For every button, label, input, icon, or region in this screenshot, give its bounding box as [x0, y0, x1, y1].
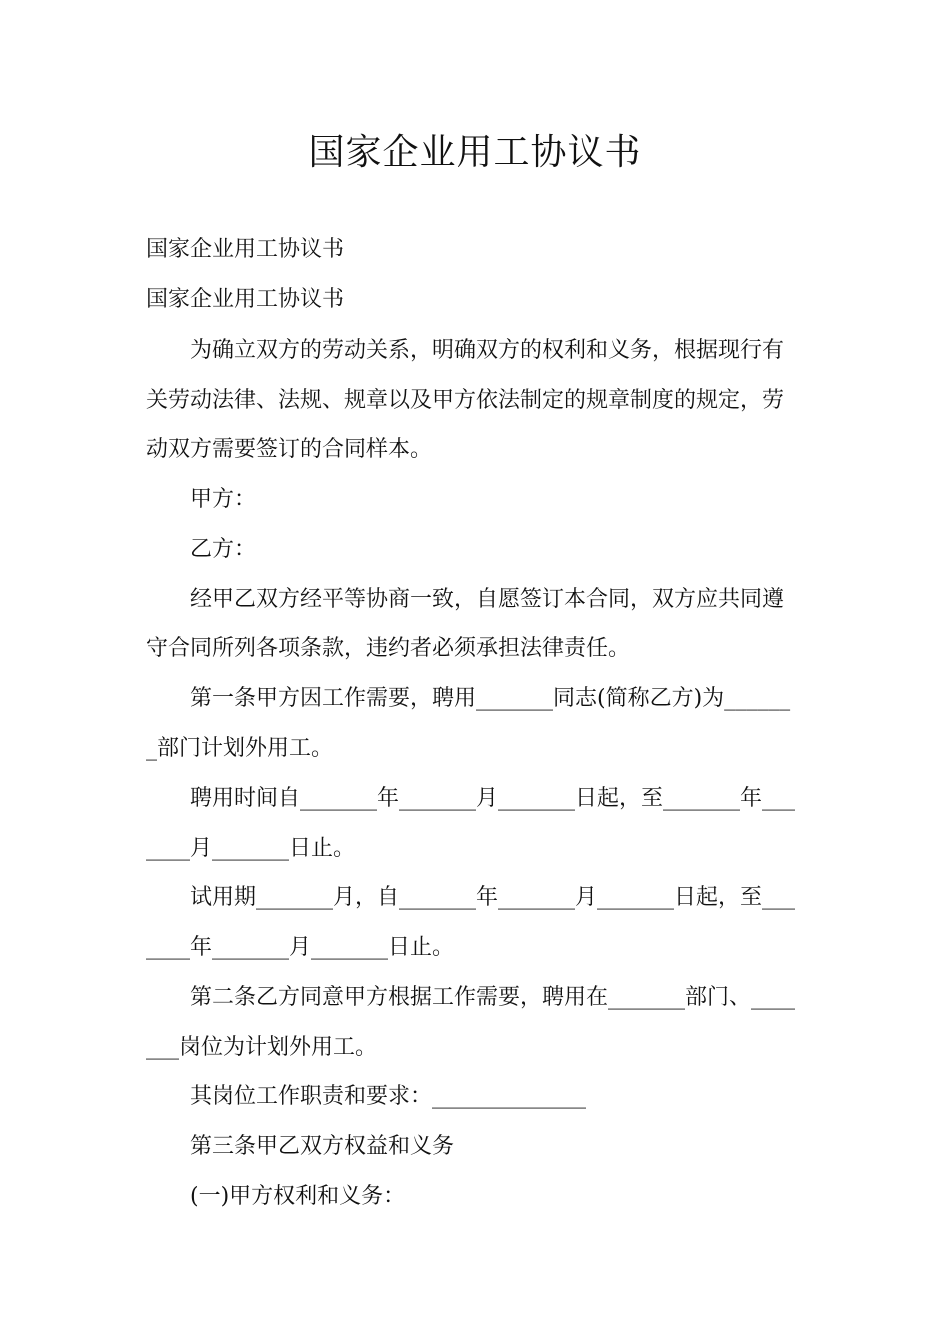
- article-line: 第二条乙方同意甲方根据工作需要，聘用在_______部门、____: [146, 985, 796, 1010]
- article-line: _部门计划外用工。: [146, 736, 334, 761]
- article-line: 其岗位工作职责和要求：______________: [146, 1084, 587, 1109]
- document-title: 国家企业用工协议书: [308, 132, 642, 173]
- article-line: (一)甲方权利和义务：: [146, 1184, 406, 1209]
- paragraph-line: 关劳动法律、法规、规章以及甲方依法制定的规章制度的规定，劳: [146, 388, 785, 413]
- party-b-line: 乙方：: [146, 537, 257, 562]
- article-line: 第一条甲方因工作需要，聘用_______同志(简称乙方)为______: [146, 686, 791, 711]
- paragraph-line: 经甲乙双方经平等协商一致，自愿签订本合同，双方应共同遵: [146, 587, 785, 612]
- article-line: 聘用时间自_______年_______月_______日起，至_______年___: [146, 786, 796, 811]
- paragraph-line: 为确立双方的劳动关系，明确双方的权利和义务，根据现行有: [146, 338, 785, 363]
- article-line: ____月_______日止。: [146, 836, 356, 861]
- text-line: 国家企业用工协议书: [146, 287, 345, 312]
- text-line: 国家企业用工协议书: [146, 237, 345, 262]
- paragraph-line: 守合同所列各项条款，违约者必须承担法律责任。: [146, 636, 631, 661]
- article-line: 试用期_______月，自_______年_______月_______日起，至___: [146, 885, 796, 910]
- article-line: ___岗位为计划外用工。: [146, 1035, 378, 1060]
- article-line: 第三条甲乙双方权益和义务: [146, 1134, 455, 1159]
- paragraph-line: 动双方需要签订的合同样本。: [146, 437, 433, 462]
- party-a-line: 甲方：: [146, 487, 257, 512]
- article-line: ____年_______月_______日止。: [146, 935, 455, 960]
